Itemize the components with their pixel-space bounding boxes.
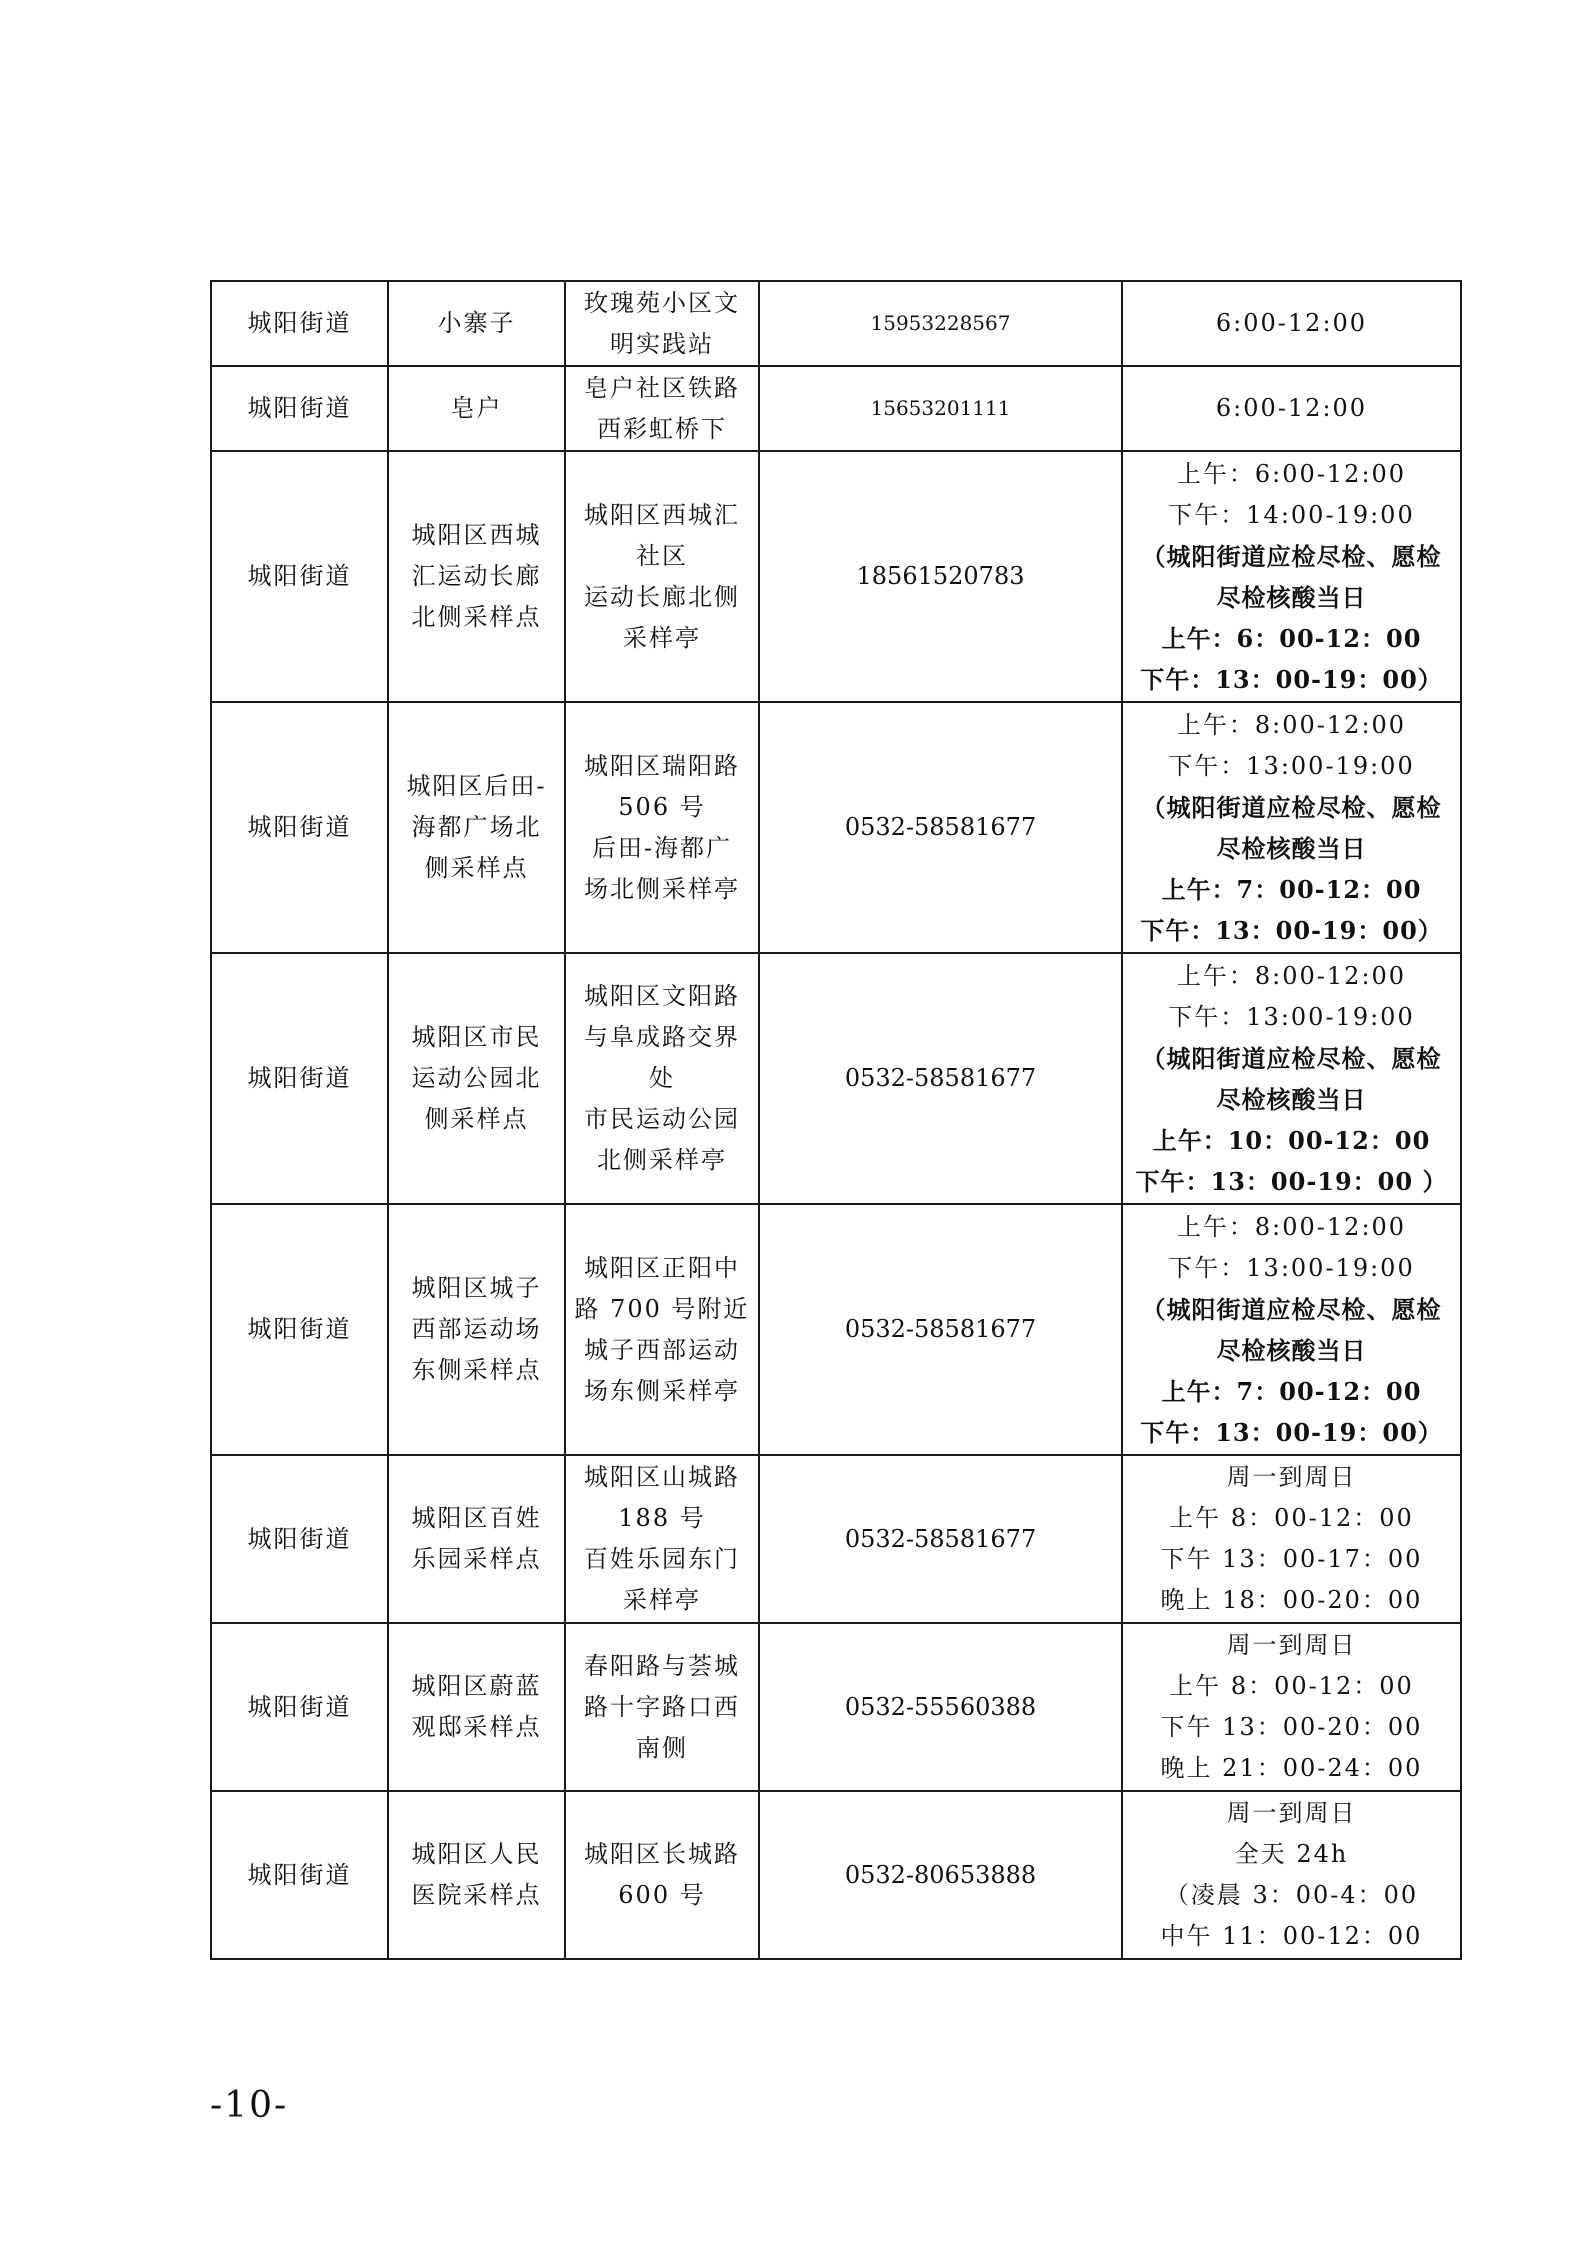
address-line: 玫瑰苑小区文 [584, 288, 740, 317]
phone-cell [759, 1204, 1122, 1455]
site-name-cell [388, 366, 565, 451]
site-name-line: 城阳区城子 [411, 1274, 542, 1302]
phone-number: 0532-55560388 [844, 1692, 1037, 1721]
site-name-line: 海都广场北 [411, 813, 542, 841]
address-cell [565, 702, 759, 953]
table-row [211, 702, 1461, 953]
street-name: 城阳街道 [247, 394, 352, 422]
hours-line: 下午 13：00-17：00 [1160, 1545, 1423, 1573]
table-row [211, 366, 1461, 451]
street-name: 城阳街道 [247, 1860, 352, 1889]
phone-number: 0532-80653888 [844, 1860, 1037, 1889]
hours-line: 晚上 21：00-24：00 [1160, 1754, 1423, 1782]
phone-number: 0532-58581677 [844, 813, 1037, 841]
page-number: -10- [210, 2085, 289, 2126]
address-line: 西彩虹桥下 [597, 414, 727, 443]
hours-line: 下午：13:00-19:00 [1168, 1253, 1415, 1282]
hours-line: 6:00-12:00 [1215, 309, 1368, 337]
street-name: 城阳街道 [247, 1692, 352, 1721]
hours-line: （城阳街道应检尽检、愿检 [1141, 541, 1442, 571]
hours-line: 下午：13：00-19：00 ） [1135, 1166, 1448, 1196]
hours-line: 尽检核酸当日 [1216, 1084, 1367, 1114]
site-name-cell [388, 1204, 565, 1455]
address-line: 城子西部运动 [584, 1335, 740, 1364]
phone-cell [759, 451, 1122, 702]
phone-cell [759, 366, 1122, 451]
table-row [211, 1791, 1461, 1959]
address-cell [565, 451, 759, 702]
address-cell [565, 1623, 759, 1791]
site-name-cell [388, 1455, 565, 1623]
hours-line: 尽检核酸当日 [1216, 833, 1367, 863]
hours-line: 晚上 18：00-20：00 [1160, 1586, 1423, 1614]
site-name-line: 北侧采样点 [411, 603, 542, 631]
site-name-line: 运动公园北 [411, 1064, 542, 1092]
street-cell [211, 702, 388, 953]
street-name: 城阳街道 [247, 309, 352, 337]
address-line: 与阜成路交界 [584, 1023, 740, 1051]
site-name-line: 城阳区后田- [406, 772, 547, 800]
site-name-line: 皂户 [450, 394, 503, 422]
table-row [211, 1623, 1461, 1791]
address-line: 采样亭 [623, 623, 701, 652]
street-cell [211, 281, 388, 366]
street-name: 城阳街道 [247, 1064, 352, 1092]
site-name-line: 东侧采样点 [411, 1356, 542, 1384]
hours-line: 下午：13：00-19：00） [1140, 915, 1443, 945]
address-cell [565, 281, 759, 366]
phone-number: 0532-58581677 [844, 1064, 1037, 1092]
address-line: 皂户社区铁路 [584, 373, 740, 402]
site-name-cell [388, 1791, 565, 1959]
site-name-cell [388, 1623, 565, 1791]
address-line: 处 [649, 1064, 675, 1092]
address-line: 百姓乐园东门 [584, 1545, 740, 1573]
street-cell [211, 1204, 388, 1455]
address-line: 北侧采样亭 [597, 1146, 727, 1174]
hours-cell [1122, 281, 1461, 366]
hours-line: 上午：10：00-12：00 [1152, 1125, 1431, 1155]
sampling-sites-table [210, 280, 1462, 1960]
hours-line: 周一到周日 [1226, 1799, 1357, 1827]
hours-line: 周一到周日 [1226, 1631, 1357, 1659]
hours-line: 下午：13:00-19:00 [1168, 751, 1415, 780]
address-cell [565, 953, 759, 1204]
hours-line: 上午：8:00-12:00 [1176, 961, 1407, 990]
site-name-cell [388, 953, 565, 1204]
address-cell [565, 1204, 759, 1455]
site-name-line: 城阳区西城 [411, 521, 542, 549]
hours-line: 尽检核酸当日 [1216, 582, 1367, 612]
street-cell [211, 1455, 388, 1623]
hours-line: 尽检核酸当日 [1216, 1335, 1367, 1365]
site-name-cell [388, 281, 565, 366]
phone-cell [759, 953, 1122, 1204]
address-line: 城阳区西城汇 [584, 500, 740, 529]
site-name-line: 汇运动长廊 [411, 562, 542, 590]
street-name: 城阳街道 [247, 1524, 352, 1553]
hours-line: 下午：13:00-19:00 [1168, 1002, 1415, 1031]
phone-number: 18561520783 [856, 562, 1025, 590]
address-line: 南侧 [636, 1733, 688, 1762]
hours-line: 全天 24h [1234, 1840, 1349, 1868]
hours-line: 周一到周日 [1226, 1463, 1357, 1491]
hours-line: 上午 8：00-12：00 [1169, 1672, 1414, 1700]
site-name-line: 西部运动场 [411, 1315, 542, 1343]
hours-cell [1122, 1455, 1461, 1623]
hours-cell [1122, 1204, 1461, 1455]
street-cell [211, 1623, 388, 1791]
address-cell [565, 1791, 759, 1959]
hours-line: 上午：7：00-12：00 [1161, 1376, 1422, 1406]
table-row [211, 451, 1461, 702]
site-name-line: 城阳区蔚蓝 [411, 1672, 542, 1700]
hours-line: 上午：6：00-12：00 [1161, 623, 1422, 653]
phone-number: 0532-58581677 [844, 1315, 1037, 1343]
phone-cell [759, 1623, 1122, 1791]
address-line: 场东侧采样亭 [584, 1376, 740, 1405]
hours-line: （城阳街道应检尽检、愿检 [1141, 792, 1442, 822]
phone-cell [759, 1455, 1122, 1623]
phone-cell [759, 702, 1122, 953]
site-name-cell [388, 451, 565, 702]
hours-line: 上午：8:00-12:00 [1176, 710, 1407, 739]
table-row [211, 1204, 1461, 1455]
hours-cell [1122, 1623, 1461, 1791]
street-name: 城阳街道 [247, 813, 352, 841]
site-name-line: 城阳区百姓 [411, 1504, 542, 1532]
address-cell [565, 366, 759, 451]
hours-line: （城阳街道应检尽检、愿检 [1141, 1043, 1442, 1073]
address-line: 后田-海都广 [591, 833, 733, 862]
hours-cell [1122, 451, 1461, 702]
hours-line: （城阳街道应检尽检、愿检 [1141, 1294, 1442, 1324]
address-line: 城阳区长城路 [584, 1840, 740, 1868]
hours-cell [1122, 702, 1461, 953]
site-name-line: 医院采样点 [411, 1881, 542, 1909]
address-line: 城阳区正阳中 [584, 1253, 740, 1282]
hours-line: 上午 8：00-12：00 [1169, 1504, 1414, 1532]
hours-line: 下午 13：00-20：00 [1160, 1713, 1423, 1741]
site-name-line: 侧采样点 [424, 1105, 529, 1133]
address-line: 城阳区瑞阳路 [584, 751, 740, 780]
site-name-cell [388, 702, 565, 953]
site-name-line: 观邸采样点 [411, 1713, 542, 1741]
address-line: 采样亭 [623, 1586, 701, 1614]
hours-cell [1122, 1791, 1461, 1959]
address-line: 路十字路口西 [584, 1692, 740, 1721]
hours-line: 上午：6:00-12:00 [1176, 459, 1407, 488]
address-line: 场北侧采样亭 [584, 874, 740, 903]
hours-line: 中午 11：00-12：00 [1160, 1922, 1423, 1950]
phone-cell [759, 1791, 1122, 1959]
hours-line: 上午：8:00-12:00 [1176, 1212, 1407, 1241]
address-line: 运动长廊北侧 [584, 582, 740, 611]
street-cell [211, 451, 388, 702]
site-name-line: 小寨子 [437, 309, 516, 337]
street-cell [211, 1791, 388, 1959]
site-name-line: 乐园采样点 [411, 1545, 542, 1573]
hours-line: 下午：13：00-19：00） [1140, 664, 1443, 694]
phone-number: 15953228567 [870, 311, 1011, 335]
address-line: 506 号 [618, 792, 706, 821]
address-line: 路 700 号附近 [574, 1294, 750, 1323]
address-line: 市民运动公园 [584, 1105, 740, 1133]
address-line: 春阳路与荟城 [584, 1651, 740, 1680]
site-name-line: 城阳区人民 [411, 1840, 542, 1868]
street-name: 城阳街道 [247, 1315, 352, 1343]
address-line: 社区 [636, 541, 688, 570]
site-name-line: 侧采样点 [424, 854, 529, 882]
hours-line: 上午：7：00-12：00 [1161, 874, 1422, 904]
address-line: 城阳区山城路 [584, 1463, 740, 1491]
hours-line: 6:00-12:00 [1215, 394, 1368, 422]
address-line: 明实践站 [610, 329, 714, 358]
phone-cell [759, 281, 1122, 366]
hours-line: （凌晨 3：00-4：00 [1164, 1881, 1419, 1909]
table-row [211, 1455, 1461, 1623]
table-body [211, 281, 1461, 1959]
address-cell [565, 1455, 759, 1623]
site-name-line: 城阳区市民 [411, 1023, 542, 1051]
hours-line: 下午：14:00-19:00 [1168, 500, 1415, 529]
table-row [211, 953, 1461, 1204]
hours-line: 下午：13：00-19：00） [1140, 1417, 1443, 1447]
address-line: 188 号 [618, 1504, 706, 1532]
address-line: 600 号 [618, 1881, 706, 1909]
phone-number: 0532-58581677 [844, 1524, 1037, 1553]
hours-cell [1122, 366, 1461, 451]
street-name: 城阳街道 [247, 562, 352, 590]
street-cell [211, 953, 388, 1204]
phone-number: 15653201111 [870, 396, 1011, 420]
hours-cell [1122, 953, 1461, 1204]
address-line: 城阳区文阳路 [584, 982, 740, 1010]
street-cell [211, 366, 388, 451]
table-row [211, 281, 1461, 366]
